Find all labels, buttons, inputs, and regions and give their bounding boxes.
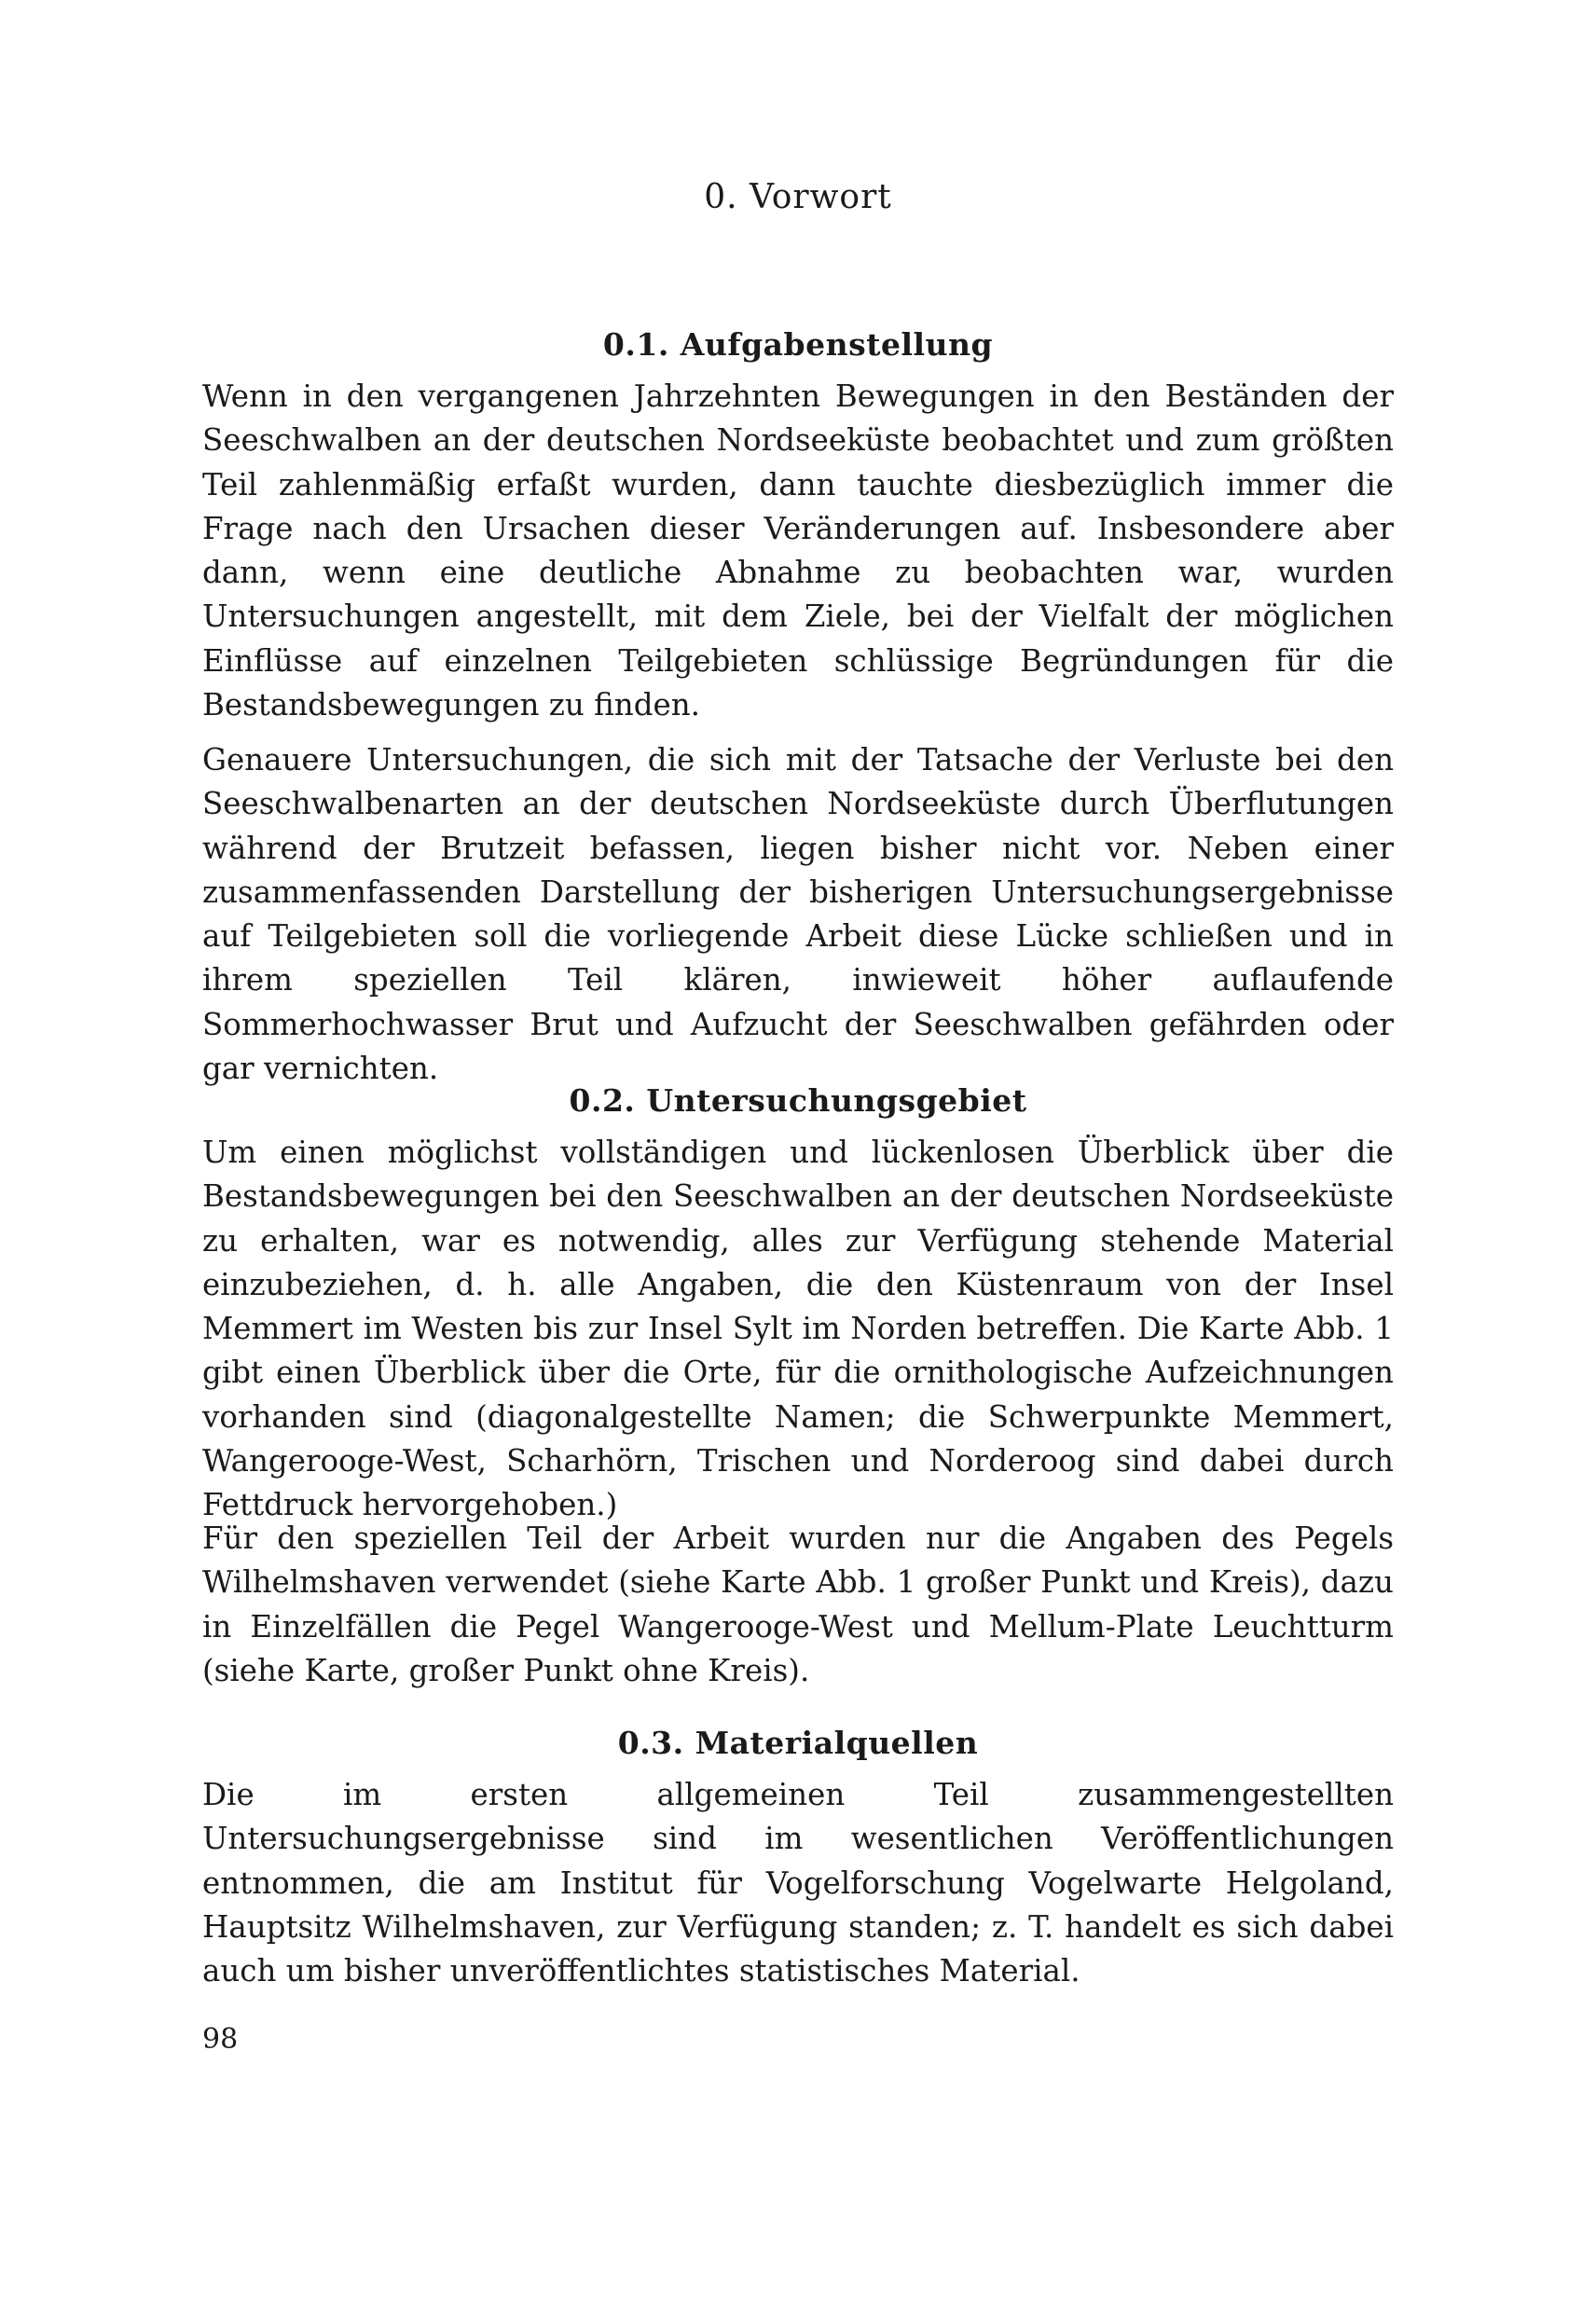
paragraph-aufgabenstellung-1: Wenn in den vergangenen Jahrzehnten Bewegungen in den Beständen der Seeschwalben an der deutschen Nordseeküste beobachtet und zum größten Teil zahlenmäßig erfaßt wurden, dann tauchte diesbezüglich immer die Frage nach den Ursachen dieser Veränderungen auf. Insbesondere aber dann, wenn eine deutliche Abnahme zu beobachten war, wurden Untersuchungen angestellt, mit dem Ziele, bei der Vielfalt der möglichen Einflüsse auf einzelnen Teilgebieten schlüssige Begründungen für die Bestandsbewegungen zu finden.	[202, 378, 1394, 723]
paragraph-materialquellen-1: Die im ersten allgemeinen Teil zusammengestellten Untersuchungsergebnisse sind im wesentlichen Veröffentlichungen entnommen, die am Institut für Vogelforschung Vogelwarte Helgoland, Hauptsitz Wilhelmshaven, zur Verfügung standen; z. T. handelt es sich dabei auch um bisher unveröffentlichtes statistisches Material.	[202, 1777, 1394, 1989]
paragraph-untersuchungsgebiet-1: Um einen möglichst vollständigen und lückenlosen Überblick über die Bestandsbewegungen bei den Seeschwalben an der deutschen Nordseeküste zu erhalten, war es notwendig, alles zur Verfügung stehende Material einzubeziehen, d. h. alle Angaben, die den Küstenraum von der Insel Memmert im Westen bis zur Insel Sylt im Norden betreffen. Die Karte Abb. 1 gibt einen Überblick über die Orte, für die ornithologische Aufzeichnungen vorhanden sind (diagonalgestellte Namen; die Schwerpunkte Memmert, Wangerooge-West, Scharhörn, Trischen und Norderoog sind dabei durch Fettdruck hervorgehoben.)	[202, 1135, 1394, 1523]
section-heading-aufgabenstellung: 0.1. Aufgabenstellung	[602, 326, 994, 363]
chapter-title: 0. Vorwort	[704, 178, 892, 216]
section-heading-materialquellen: 0.3. Materialquellen	[617, 1725, 979, 1761]
page-number: 98	[202, 2023, 239, 2056]
paragraph-aufgabenstellung-2: Genauere Untersuchungen, die sich mit der Tatsache der Verluste bei den Seeschwalbenarten an der deutschen Nordseeküste durch Überflutungen während der Brutzeit befassen, liegen bisher nicht vor. Neben einer zusammenfassenden Darstellung der bisherigen Untersuchungsergebnisse auf Teilgebieten soll die vorliegende Arbeit diese Lücke schließen und in ihrem speziellen Teil klären, inwieweit höher auflaufende Sommerhochwasser Brut und Aufzucht der Seeschwalben gefährden oder gar vernichten.	[202, 742, 1394, 1087]
section-heading-untersuchungsgebiet: 0.2. Untersuchungsgebiet	[569, 1082, 1027, 1119]
paragraph-untersuchungsgebiet-2: Für den speziellen Teil der Arbeit wurden nur die Angaben des Pegels Wilhelmshaven verwendet (siehe Karte Abb. 1 großer Punkt und Kreis), dazu in Einzelfällen die Pegel Wangerooge-West und Mellum-Plate Leuchtturm (siehe Karte, großer Punkt ohne Kreis).	[202, 1521, 1394, 1688]
